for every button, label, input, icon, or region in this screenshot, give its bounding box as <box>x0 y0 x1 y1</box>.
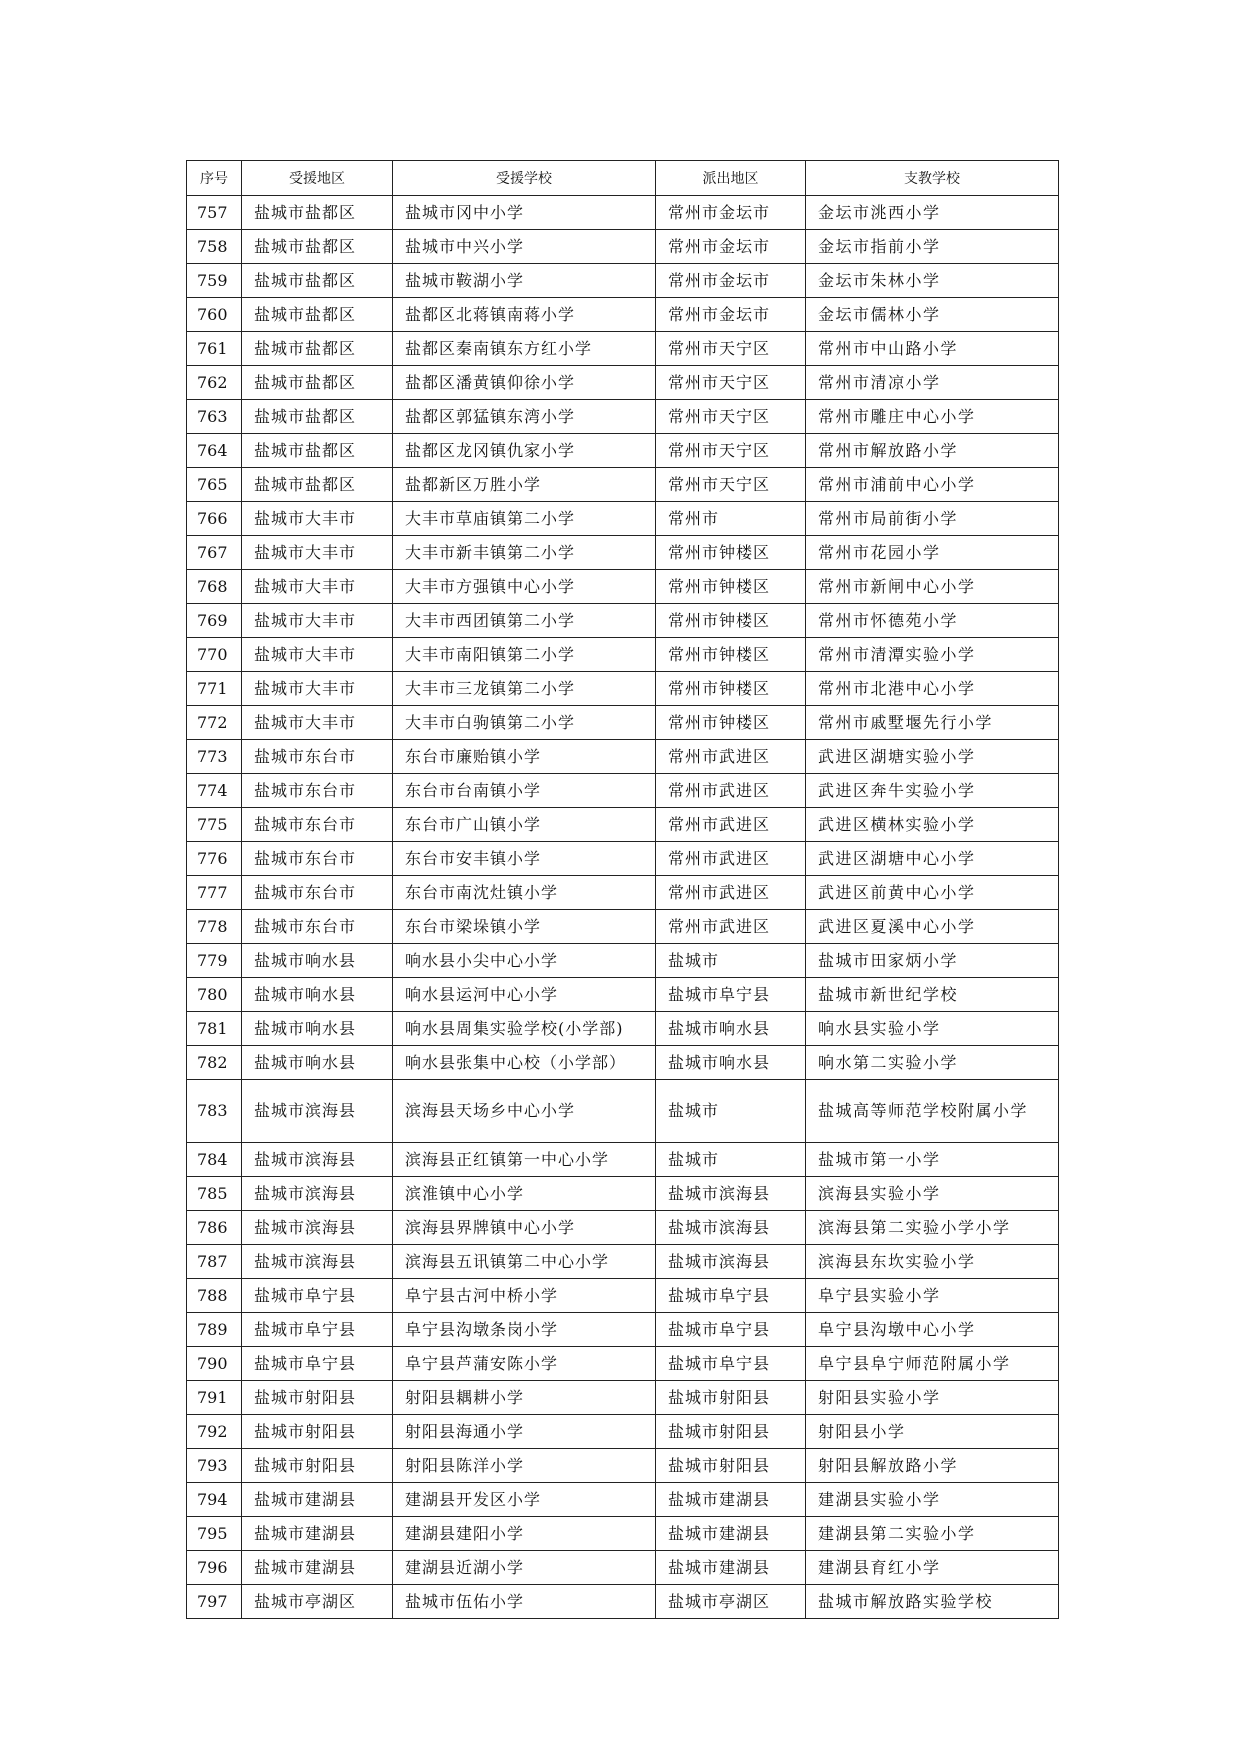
table-row <box>187 570 1059 604</box>
recipient-region-cell: 盐城市盐都区 <box>242 468 393 502</box>
dispatch-region-cell: 常州市钟楼区 <box>656 604 806 638</box>
support-school-cell: 武进区夏溪中心小学 <box>806 910 1059 944</box>
recipient-school-cell: 盐城市伍佑小学 <box>393 1585 656 1619</box>
support-school-cell: 武进区前黄中心小学 <box>806 876 1059 910</box>
support-school-cell: 金坛市儒林小学 <box>806 298 1059 332</box>
table-row <box>187 1381 1059 1415</box>
table-row <box>187 264 1059 298</box>
support-school-cell: 盐城高等师范学校附属小学 <box>806 1080 1059 1143</box>
recipient-school-cell: 东台市梁垛镇小学 <box>393 910 656 944</box>
recipient-school-cell: 东台市安丰镇小学 <box>393 842 656 876</box>
row-index-cell: 761 <box>187 332 242 366</box>
recipient-school-cell: 盐都区秦南镇东方红小学 <box>393 332 656 366</box>
recipient-school-cell: 盐城市冈中小学 <box>393 196 656 230</box>
dispatch-region-cell: 常州市武进区 <box>656 910 806 944</box>
recipient-school-cell: 射阳县耦耕小学 <box>393 1381 656 1415</box>
dispatch-region-cell: 盐城市阜宁县 <box>656 1279 806 1313</box>
recipient-region-cell: 盐城市响水县 <box>242 1012 393 1046</box>
dispatch-region-cell: 常州市天宁区 <box>656 400 806 434</box>
table-row <box>187 332 1059 366</box>
table-row <box>187 706 1059 740</box>
recipient-school-cell: 盐城市鞍湖小学 <box>393 264 656 298</box>
row-index-cell: 786 <box>187 1211 242 1245</box>
table-row <box>187 1046 1059 1080</box>
table-row <box>187 978 1059 1012</box>
dispatch-region-cell: 盐城市建湖县 <box>656 1517 806 1551</box>
recipient-school-cell: 响水县周集实验学校(小学部) <box>393 1012 656 1046</box>
support-school-cell: 常州市解放路小学 <box>806 434 1059 468</box>
table-row <box>187 298 1059 332</box>
recipient-region-cell: 盐城市建湖县 <box>242 1483 393 1517</box>
support-school-cell: 金坛市洮西小学 <box>806 196 1059 230</box>
table-row <box>187 1279 1059 1313</box>
table-row <box>187 842 1059 876</box>
row-index-cell: 789 <box>187 1313 242 1347</box>
recipient-region-cell: 盐城市盐都区 <box>242 332 393 366</box>
table-row <box>187 910 1059 944</box>
table-row <box>187 536 1059 570</box>
recipient-school-cell: 大丰市西团镇第二小学 <box>393 604 656 638</box>
row-index-cell: 791 <box>187 1381 242 1415</box>
recipient-school-cell: 东台市台南镇小学 <box>393 774 656 808</box>
recipient-school-cell: 滨海县界牌镇中心小学 <box>393 1211 656 1245</box>
recipient-region-cell: 盐城市大丰市 <box>242 706 393 740</box>
dispatch-region-cell: 常州市武进区 <box>656 740 806 774</box>
support-school-cell: 建湖县实验小学 <box>806 1483 1059 1517</box>
dispatch-region-cell: 常州市武进区 <box>656 808 806 842</box>
support-school-cell: 建湖县育红小学 <box>806 1551 1059 1585</box>
table-row <box>187 876 1059 910</box>
dispatch-region-cell: 盐城市 <box>656 1080 806 1143</box>
recipient-school-cell: 响水县张集中心校（小学部） <box>393 1046 656 1080</box>
header-index: 序号 <box>187 161 242 196</box>
support-school-cell: 武进区湖塘实验小学 <box>806 740 1059 774</box>
table-row <box>187 808 1059 842</box>
recipient-region-cell: 盐城市阜宁县 <box>242 1347 393 1381</box>
row-index-cell: 787 <box>187 1245 242 1279</box>
recipient-region-cell: 盐城市盐都区 <box>242 196 393 230</box>
recipient-region-cell: 盐城市盐都区 <box>242 230 393 264</box>
row-index-cell: 765 <box>187 468 242 502</box>
row-index-cell: 777 <box>187 876 242 910</box>
dispatch-region-cell: 盐城市射阳县 <box>656 1449 806 1483</box>
table-row <box>187 1585 1059 1619</box>
row-index-cell: 760 <box>187 298 242 332</box>
dispatch-region-cell: 常州市钟楼区 <box>656 706 806 740</box>
recipient-school-cell: 大丰市南阳镇第二小学 <box>393 638 656 672</box>
support-school-cell: 盐城市新世纪学校 <box>806 978 1059 1012</box>
row-index-cell: 778 <box>187 910 242 944</box>
table-row <box>187 1012 1059 1046</box>
support-school-cell: 常州市怀德苑小学 <box>806 604 1059 638</box>
row-index-cell: 772 <box>187 706 242 740</box>
table-row <box>187 1245 1059 1279</box>
row-index-cell: 796 <box>187 1551 242 1585</box>
dispatch-region-cell: 盐城市 <box>656 1143 806 1177</box>
recipient-school-cell: 盐城市中兴小学 <box>393 230 656 264</box>
recipient-region-cell: 盐城市滨海县 <box>242 1211 393 1245</box>
support-school-cell: 常州市新闸中心小学 <box>806 570 1059 604</box>
table-row <box>187 740 1059 774</box>
recipient-school-cell: 盐都区潘黄镇仰徐小学 <box>393 366 656 400</box>
row-index-cell: 762 <box>187 366 242 400</box>
dispatch-region-cell: 常州市钟楼区 <box>656 570 806 604</box>
row-index-cell: 770 <box>187 638 242 672</box>
table-row <box>187 1551 1059 1585</box>
dispatch-region-cell: 盐城市响水县 <box>656 1012 806 1046</box>
dispatch-region-cell: 盐城市滨海县 <box>656 1245 806 1279</box>
table-row <box>187 1347 1059 1381</box>
dispatch-region-cell: 常州市钟楼区 <box>656 536 806 570</box>
support-school-cell: 滨海县实验小学 <box>806 1177 1059 1211</box>
support-school-cell: 响水县实验小学 <box>806 1012 1059 1046</box>
table-row <box>187 1517 1059 1551</box>
row-index-cell: 771 <box>187 672 242 706</box>
recipient-school-cell: 东台市廉贻镇小学 <box>393 740 656 774</box>
table-row <box>187 1483 1059 1517</box>
row-index-cell: 776 <box>187 842 242 876</box>
dispatch-region-cell: 常州市金坛市 <box>656 230 806 264</box>
table-row <box>187 774 1059 808</box>
dispatch-region-cell: 盐城市滨海县 <box>656 1177 806 1211</box>
recipient-school-cell: 滨海县正红镇第一中心小学 <box>393 1143 656 1177</box>
table-row <box>187 1211 1059 1245</box>
recipient-region-cell: 盐城市射阳县 <box>242 1415 393 1449</box>
table-row <box>187 366 1059 400</box>
row-index-cell: 782 <box>187 1046 242 1080</box>
header-recipient-region: 受援地区 <box>242 161 393 196</box>
support-school-cell: 常州市戚墅堰先行小学 <box>806 706 1059 740</box>
recipient-region-cell: 盐城市大丰市 <box>242 570 393 604</box>
support-school-cell: 金坛市朱林小学 <box>806 264 1059 298</box>
recipient-region-cell: 盐城市大丰市 <box>242 502 393 536</box>
table-row <box>187 468 1059 502</box>
header-row <box>187 161 1059 196</box>
support-school-cell: 常州市浦前中心小学 <box>806 468 1059 502</box>
recipient-school-cell: 盐都区龙冈镇仇家小学 <box>393 434 656 468</box>
support-school-cell: 阜宁县阜宁师范附属小学 <box>806 1347 1059 1381</box>
dispatch-region-cell: 盐城市响水县 <box>656 1046 806 1080</box>
recipient-school-cell: 大丰市新丰镇第二小学 <box>393 536 656 570</box>
support-school-cell: 滨海县东坎实验小学 <box>806 1245 1059 1279</box>
row-index-cell: 764 <box>187 434 242 468</box>
row-index-cell: 788 <box>187 1279 242 1313</box>
recipient-school-cell: 东台市广山镇小学 <box>393 808 656 842</box>
table-row <box>187 1415 1059 1449</box>
dispatch-region-cell: 常州市武进区 <box>656 876 806 910</box>
recipient-region-cell: 盐城市亭湖区 <box>242 1585 393 1619</box>
table-row <box>187 944 1059 978</box>
dispatch-region-cell: 盐城市亭湖区 <box>656 1585 806 1619</box>
recipient-school-cell: 滨海县天场乡中心小学 <box>393 1080 656 1143</box>
dispatch-region-cell: 盐城市阜宁县 <box>656 978 806 1012</box>
recipient-school-cell: 盐都新区万胜小学 <box>393 468 656 502</box>
row-index-cell: 781 <box>187 1012 242 1046</box>
recipient-school-cell: 盐都区郭猛镇东湾小学 <box>393 400 656 434</box>
row-index-cell: 784 <box>187 1143 242 1177</box>
table-row <box>187 1177 1059 1211</box>
recipient-region-cell: 盐城市东台市 <box>242 740 393 774</box>
recipient-school-cell: 射阳县陈洋小学 <box>393 1449 656 1483</box>
row-index-cell: 769 <box>187 604 242 638</box>
recipient-region-cell: 盐城市阜宁县 <box>242 1313 393 1347</box>
recipient-school-cell: 阜宁县芦蒲安陈小学 <box>393 1347 656 1381</box>
recipient-region-cell: 盐城市滨海县 <box>242 1245 393 1279</box>
row-index-cell: 768 <box>187 570 242 604</box>
recipient-region-cell: 盐城市建湖县 <box>242 1551 393 1585</box>
table-row <box>187 1143 1059 1177</box>
header-support-school: 支教学校 <box>806 161 1059 196</box>
table-row <box>187 196 1059 230</box>
recipient-region-cell: 盐城市响水县 <box>242 1046 393 1080</box>
support-school-cell: 响水第二实验小学 <box>806 1046 1059 1080</box>
recipient-school-cell: 建湖县开发区小学 <box>393 1483 656 1517</box>
dispatch-region-cell: 常州市金坛市 <box>656 196 806 230</box>
dispatch-region-cell: 常州市 <box>656 502 806 536</box>
table-row <box>187 502 1059 536</box>
row-index-cell: 763 <box>187 400 242 434</box>
support-school-cell: 盐城市第一小学 <box>806 1143 1059 1177</box>
row-index-cell: 773 <box>187 740 242 774</box>
dispatch-region-cell: 常州市武进区 <box>656 842 806 876</box>
row-index-cell: 759 <box>187 264 242 298</box>
row-index-cell: 794 <box>187 1483 242 1517</box>
support-school-cell: 金坛市指前小学 <box>806 230 1059 264</box>
table-row <box>187 604 1059 638</box>
recipient-school-cell: 响水县运河中心小学 <box>393 978 656 1012</box>
support-school-cell: 盐城市解放路实验学校 <box>806 1585 1059 1619</box>
row-index-cell: 758 <box>187 230 242 264</box>
support-school-cell: 常州市中山路小学 <box>806 332 1059 366</box>
table-body <box>187 196 1059 1619</box>
support-school-cell: 阜宁县实验小学 <box>806 1279 1059 1313</box>
recipient-region-cell: 盐城市响水县 <box>242 978 393 1012</box>
table-row <box>187 1313 1059 1347</box>
recipient-school-cell: 大丰市方强镇中心小学 <box>393 570 656 604</box>
support-school-cell: 常州市北港中心小学 <box>806 672 1059 706</box>
recipient-region-cell: 盐城市盐都区 <box>242 434 393 468</box>
recipient-region-cell: 盐城市盐都区 <box>242 366 393 400</box>
recipient-region-cell: 盐城市东台市 <box>242 910 393 944</box>
recipient-school-cell: 响水县小尖中心小学 <box>393 944 656 978</box>
row-index-cell: 757 <box>187 196 242 230</box>
row-index-cell: 790 <box>187 1347 242 1381</box>
support-school-cell: 常州市花园小学 <box>806 536 1059 570</box>
support-school-cell: 盐城市田家炳小学 <box>806 944 1059 978</box>
header-recipient-school: 受援学校 <box>393 161 656 196</box>
header-dispatch-region: 派出地区 <box>656 161 806 196</box>
recipient-region-cell: 盐城市滨海县 <box>242 1143 393 1177</box>
row-index-cell: 793 <box>187 1449 242 1483</box>
recipient-region-cell: 盐城市射阳县 <box>242 1381 393 1415</box>
recipient-region-cell: 盐城市东台市 <box>242 842 393 876</box>
support-school-cell: 射阳县实验小学 <box>806 1381 1059 1415</box>
support-school-cell: 常州市清潭实验小学 <box>806 638 1059 672</box>
recipient-school-cell: 大丰市三龙镇第二小学 <box>393 672 656 706</box>
recipient-region-cell: 盐城市响水县 <box>242 944 393 978</box>
recipient-region-cell: 盐城市盐都区 <box>242 264 393 298</box>
table-row <box>187 434 1059 468</box>
dispatch-region-cell: 常州市武进区 <box>656 774 806 808</box>
row-index-cell: 767 <box>187 536 242 570</box>
recipient-school-cell: 建湖县近湖小学 <box>393 1551 656 1585</box>
support-school-cell: 常州市清凉小学 <box>806 366 1059 400</box>
dispatch-region-cell: 盐城市射阳县 <box>656 1415 806 1449</box>
dispatch-region-cell: 盐城市射阳县 <box>656 1381 806 1415</box>
row-index-cell: 779 <box>187 944 242 978</box>
support-school-cell: 阜宁县沟墩中心小学 <box>806 1313 1059 1347</box>
table-row <box>187 638 1059 672</box>
dispatch-region-cell: 常州市天宁区 <box>656 468 806 502</box>
row-index-cell: 775 <box>187 808 242 842</box>
row-index-cell: 792 <box>187 1415 242 1449</box>
recipient-region-cell: 盐城市大丰市 <box>242 604 393 638</box>
recipient-school-cell: 大丰市草庙镇第二小学 <box>393 502 656 536</box>
support-school-cell: 武进区横林实验小学 <box>806 808 1059 842</box>
recipient-school-cell: 阜宁县古河中桥小学 <box>393 1279 656 1313</box>
support-school-cell: 射阳县解放路小学 <box>806 1449 1059 1483</box>
recipient-region-cell: 盐城市建湖县 <box>242 1517 393 1551</box>
dispatch-region-cell: 常州市金坛市 <box>656 264 806 298</box>
dispatch-region-cell: 常州市天宁区 <box>656 434 806 468</box>
recipient-school-cell: 大丰市白驹镇第二小学 <box>393 706 656 740</box>
recipient-region-cell: 盐城市射阳县 <box>242 1449 393 1483</box>
dispatch-region-cell: 盐城市建湖县 <box>656 1551 806 1585</box>
row-index-cell: 795 <box>187 1517 242 1551</box>
support-school-cell: 武进区湖塘中心小学 <box>806 842 1059 876</box>
recipient-region-cell: 盐城市滨海县 <box>242 1080 393 1143</box>
recipient-school-cell: 滨淮镇中心小学 <box>393 1177 656 1211</box>
row-index-cell: 780 <box>187 978 242 1012</box>
recipient-region-cell: 盐城市滨海县 <box>242 1177 393 1211</box>
row-index-cell: 783 <box>187 1080 242 1143</box>
recipient-region-cell: 盐城市盐都区 <box>242 400 393 434</box>
recipient-region-cell: 盐城市东台市 <box>242 808 393 842</box>
table-row <box>187 400 1059 434</box>
row-index-cell: 785 <box>187 1177 242 1211</box>
dispatch-region-cell: 常州市金坛市 <box>656 298 806 332</box>
dispatch-region-cell: 盐城市建湖县 <box>656 1483 806 1517</box>
dispatch-region-cell: 盐城市滨海县 <box>656 1211 806 1245</box>
recipient-region-cell: 盐城市东台市 <box>242 774 393 808</box>
dispatch-region-cell: 常州市天宁区 <box>656 332 806 366</box>
support-school-cell: 常州市局前街小学 <box>806 502 1059 536</box>
row-index-cell: 797 <box>187 1585 242 1619</box>
recipient-school-cell: 东台市南沈灶镇小学 <box>393 876 656 910</box>
dispatch-region-cell: 盐城市阜宁县 <box>656 1347 806 1381</box>
dispatch-region-cell: 盐城市阜宁县 <box>656 1313 806 1347</box>
assignment-table <box>186 160 1059 1619</box>
dispatch-region-cell: 常州市天宁区 <box>656 366 806 400</box>
recipient-school-cell: 滨海县五讯镇第二中心小学 <box>393 1245 656 1279</box>
recipient-region-cell: 盐城市阜宁县 <box>242 1279 393 1313</box>
support-school-cell: 滨海县第二实验小学小学 <box>806 1211 1059 1245</box>
recipient-region-cell: 盐城市大丰市 <box>242 672 393 706</box>
table-row <box>187 1449 1059 1483</box>
dispatch-region-cell: 常州市钟楼区 <box>656 672 806 706</box>
recipient-school-cell: 建湖县建阳小学 <box>393 1517 656 1551</box>
recipient-region-cell: 盐城市东台市 <box>242 876 393 910</box>
recipient-region-cell: 盐城市大丰市 <box>242 638 393 672</box>
table-row <box>187 672 1059 706</box>
table-row <box>187 230 1059 264</box>
recipient-school-cell: 盐都区北蒋镇南蒋小学 <box>393 298 656 332</box>
support-school-cell: 射阳县小学 <box>806 1415 1059 1449</box>
recipient-school-cell: 射阳县海通小学 <box>393 1415 656 1449</box>
support-school-cell: 武进区奔牛实验小学 <box>806 774 1059 808</box>
support-school-cell: 常州市雕庄中心小学 <box>806 400 1059 434</box>
recipient-region-cell: 盐城市盐都区 <box>242 298 393 332</box>
support-school-cell: 建湖县第二实验小学 <box>806 1517 1059 1551</box>
dispatch-region-cell: 盐城市 <box>656 944 806 978</box>
row-index-cell: 774 <box>187 774 242 808</box>
dispatch-region-cell: 常州市钟楼区 <box>656 638 806 672</box>
recipient-school-cell: 阜宁县沟墩条岗小学 <box>393 1313 656 1347</box>
recipient-region-cell: 盐城市大丰市 <box>242 536 393 570</box>
table-row <box>187 1080 1059 1143</box>
row-index-cell: 766 <box>187 502 242 536</box>
